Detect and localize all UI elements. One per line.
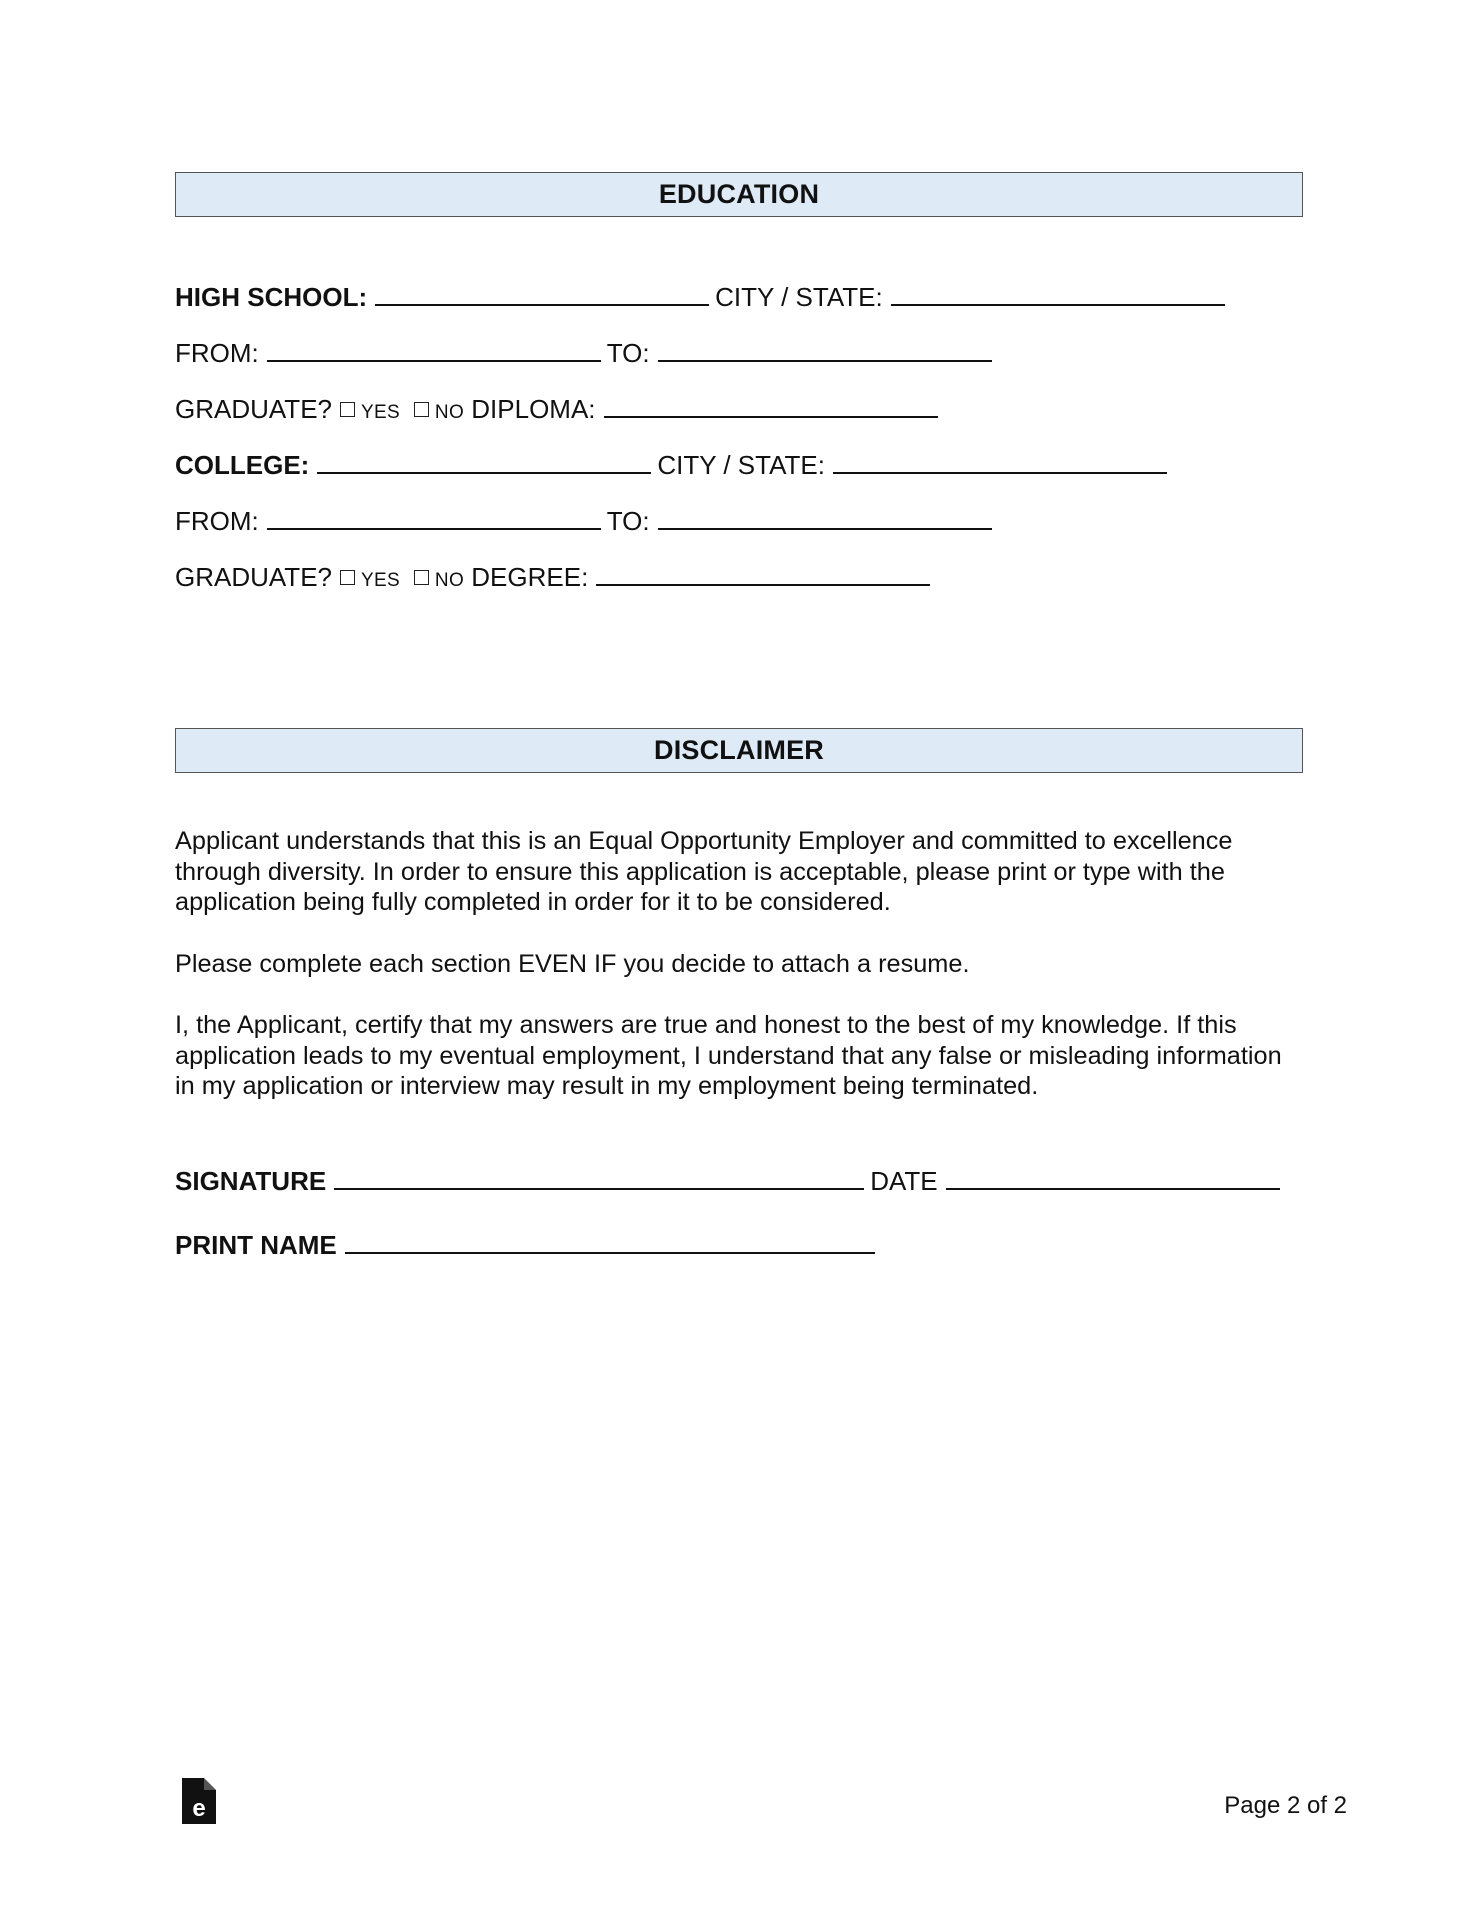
high-school-to-label: TO:: [606, 338, 650, 368]
high-school-graduate-label: GRADUATE?: [175, 394, 332, 424]
high-school-dates-row: [175, 337, 998, 369]
college-label: COLLEGE:: [175, 450, 310, 480]
print-name-field[interactable]: [345, 1230, 875, 1254]
page-number: Page 2 of 2: [1224, 1792, 1347, 1819]
high-school-from-label: FROM:: [175, 338, 259, 368]
date-label: DATE: [870, 1166, 938, 1196]
disclaimer-paragraph-certify: I, the Applicant, certify that my answers are true and honest to the best of my knowledge. If this application leads to my eventual employment, I understand that any false or misleading information in my application or interview may result in my employment being terminated.: [175, 1011, 1282, 1100]
college-to-field[interactable]: [658, 506, 992, 530]
disclaimer-paragraph-complete: Please complete each section EVEN IF you decide to attach a resume.: [175, 950, 970, 978]
college-no-checkbox[interactable]: [414, 570, 429, 585]
high-school-no-checkbox[interactable]: [414, 402, 429, 417]
degree-label: DEGREE:: [471, 562, 589, 592]
college-no-label: NO: [434, 570, 465, 591]
high-school-yes-label: YES: [361, 402, 400, 423]
college-city-state-field[interactable]: [833, 450, 1167, 474]
college-city-state-label: CITY / STATE:: [657, 450, 825, 480]
signature-row: [175, 1165, 1286, 1197]
college-field[interactable]: [317, 450, 651, 474]
college-dates-row: [175, 505, 998, 537]
svg-text:e: e: [192, 1795, 206, 1822]
diploma-field[interactable]: [604, 394, 938, 418]
college-from-field[interactable]: [267, 506, 601, 530]
high-school-city-state-label: CITY / STATE:: [715, 282, 883, 312]
college-yes-label: YES: [361, 570, 400, 591]
college-from-label: FROM:: [175, 506, 259, 536]
college-to-label: TO:: [606, 506, 650, 536]
high-school-from-field[interactable]: [267, 338, 601, 362]
high-school-no-label: NO: [434, 402, 465, 423]
high-school-to-field[interactable]: [658, 338, 992, 362]
disclaimer-header: DISCLAIMER: [175, 728, 1303, 773]
disclaimer-paragraph-eeo: Applicant understands that this is an Equal Opportunity Employer and committed to excellence through diversity. In order to ensure this application is acceptable, please print or type with the application being fully completed in order for it to be considered.: [175, 827, 1233, 916]
high-school-row: [175, 281, 1231, 313]
high-school-city-state-field[interactable]: [891, 282, 1225, 306]
college-graduate-row: [175, 561, 936, 597]
diploma-label: DIPLOMA:: [471, 394, 596, 424]
college-yes-checkbox[interactable]: [340, 570, 355, 585]
high-school-graduate-row: [175, 393, 944, 429]
signature-label: SIGNATURE: [175, 1166, 327, 1196]
date-field[interactable]: [946, 1166, 1280, 1190]
high-school-field[interactable]: [375, 282, 709, 306]
college-row: [175, 449, 1173, 481]
high-school-yes-checkbox[interactable]: [340, 402, 355, 417]
education-header: EDUCATION: [175, 172, 1303, 217]
college-graduate-label: GRADUATE?: [175, 562, 332, 592]
degree-field[interactable]: [596, 562, 930, 586]
signature-field[interactable]: [334, 1166, 864, 1190]
high-school-label: HIGH SCHOOL:: [175, 282, 368, 312]
print-name-row: [175, 1229, 881, 1261]
document-e-logo-icon: [182, 1778, 216, 1824]
print-name-label: PRINT NAME: [175, 1230, 337, 1260]
